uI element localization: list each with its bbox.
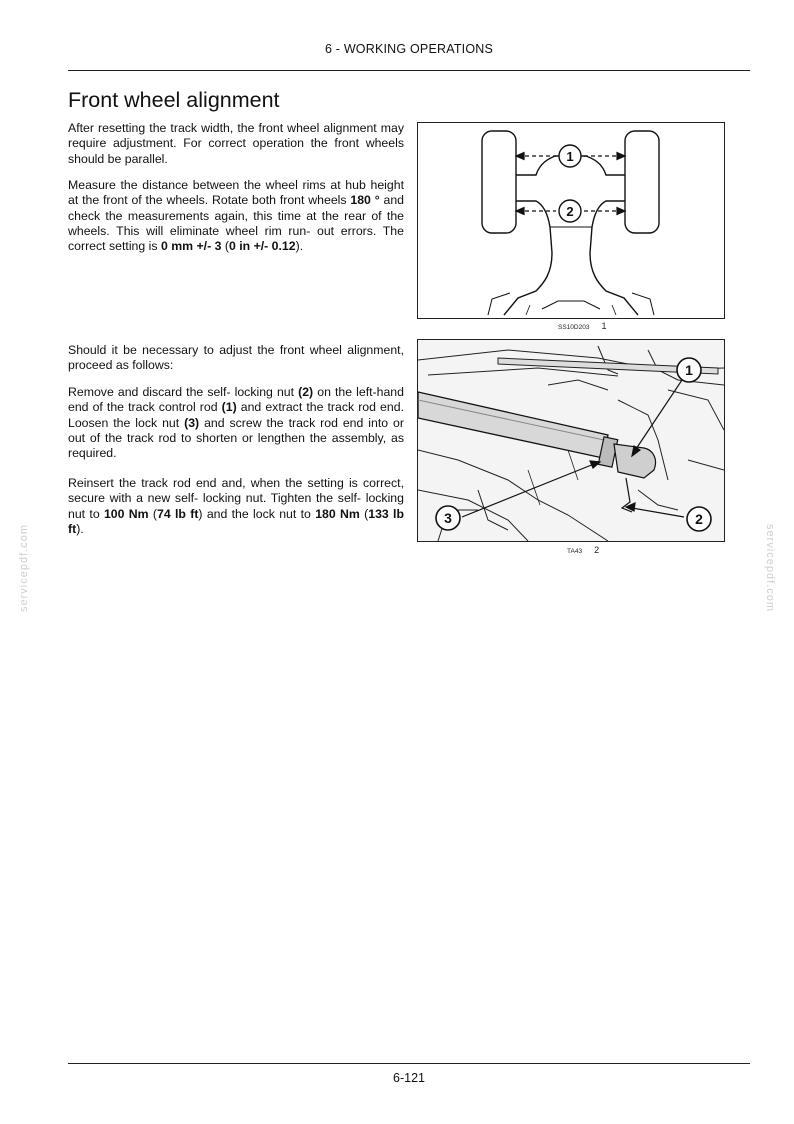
text-bold: 0 mm +/- 3 <box>160 239 222 254</box>
text-bold: 180 Nm <box>315 506 360 521</box>
callout-1 <box>677 358 701 382</box>
text-run: ) and the lock nut to <box>198 506 316 521</box>
text-run: ( <box>221 239 229 254</box>
text-bold: 100 Nm <box>103 506 149 521</box>
paragraph-remove-nut <box>68 385 404 461</box>
footer-rule <box>68 1063 750 1064</box>
figure-1-number: 1 <box>601 321 607 331</box>
callout-1-label: 1 <box>685 362 693 378</box>
figure-track-rod <box>417 339 725 542</box>
text-bold: 74 lb ft <box>157 506 199 521</box>
chassis-left-outline <box>504 201 552 315</box>
figure-2-caption <box>567 545 599 555</box>
figure-2-code: TA43 <box>567 548 583 555</box>
paragraph-measure <box>68 178 404 254</box>
text-run: ). <box>295 239 304 254</box>
page-header: 6 - WORKING OPERATIONS <box>324 42 494 56</box>
text-run: Measure the distance between the wheel rims at hub height at the front of the wheels. Rotate both front wheels <box>68 178 404 208</box>
callout-1-label: 1 <box>566 149 574 164</box>
callout-3-label: 3 <box>444 510 452 526</box>
text-run: Remove and discard the self- locking nut <box>68 385 299 399</box>
text-bold: 133 lb ft <box>68 506 404 536</box>
text-run: on the left-hand end of the track control rod <box>68 385 404 415</box>
figure-2-number: 2 <box>594 545 600 555</box>
paragraph-intro: After resetting the track width, the front wheel alignment may require adjustment. For correct operation the front wheels should be parallel. <box>68 121 404 166</box>
callout-2-label: 2 <box>695 511 703 527</box>
figure-1-caption <box>558 321 606 331</box>
text-bold: (2) <box>298 385 314 399</box>
watermark-right: servicepdf.com <box>764 524 776 612</box>
paragraph-reinsert <box>68 476 404 537</box>
chassis-right-outline <box>590 201 638 315</box>
callout-2 <box>687 507 711 531</box>
text-run: and extract the track rod end. Loosen the lock nut <box>68 400 404 430</box>
figure-1-code: SS10D203 <box>558 324 590 331</box>
text-run: Reinsert the track rod end and, when the setting is correct, secure with a new self- locking nut. Tighten the self- locking nut to <box>68 476 404 521</box>
page-number: 6-121 <box>393 1071 425 1085</box>
callout-2-label: 2 <box>566 204 574 219</box>
text-run: and check the measurements again, this time at the rear of the wheels. This will eliminate wheel rim run- out errors. The correct setting is <box>68 193 405 254</box>
page-title: Front wheel alignment <box>68 88 280 112</box>
text-bold: (3) <box>184 415 200 430</box>
callout-3 <box>436 506 460 530</box>
wheel-alignment-diagram <box>418 123 724 318</box>
paragraph-adjust-intro: Should it be necessary to adjust the front wheel alignment, proceed as follows: <box>68 343 404 373</box>
figure-wheel-alignment <box>417 122 725 319</box>
header-rule <box>68 70 750 71</box>
right-wheel-shape <box>625 131 659 233</box>
callout-1 <box>559 145 581 167</box>
watermark-left: servicepdf.com <box>18 524 30 612</box>
text-run: and screw the track rod end into or out of the track rod to shorten or lengthen the assembly, as required. <box>68 415 404 461</box>
text-run: ( <box>359 506 369 521</box>
callout-2 <box>559 200 581 222</box>
text-bold: (1) <box>221 400 237 415</box>
text-bold: 180 ° <box>350 193 380 208</box>
text-bold: 0 in +/- 0.12 <box>228 239 296 254</box>
left-wheel-shape <box>482 131 516 233</box>
text-run: ). <box>76 521 84 536</box>
text-run: ( <box>148 506 158 521</box>
track-rod-diagram <box>418 340 724 541</box>
